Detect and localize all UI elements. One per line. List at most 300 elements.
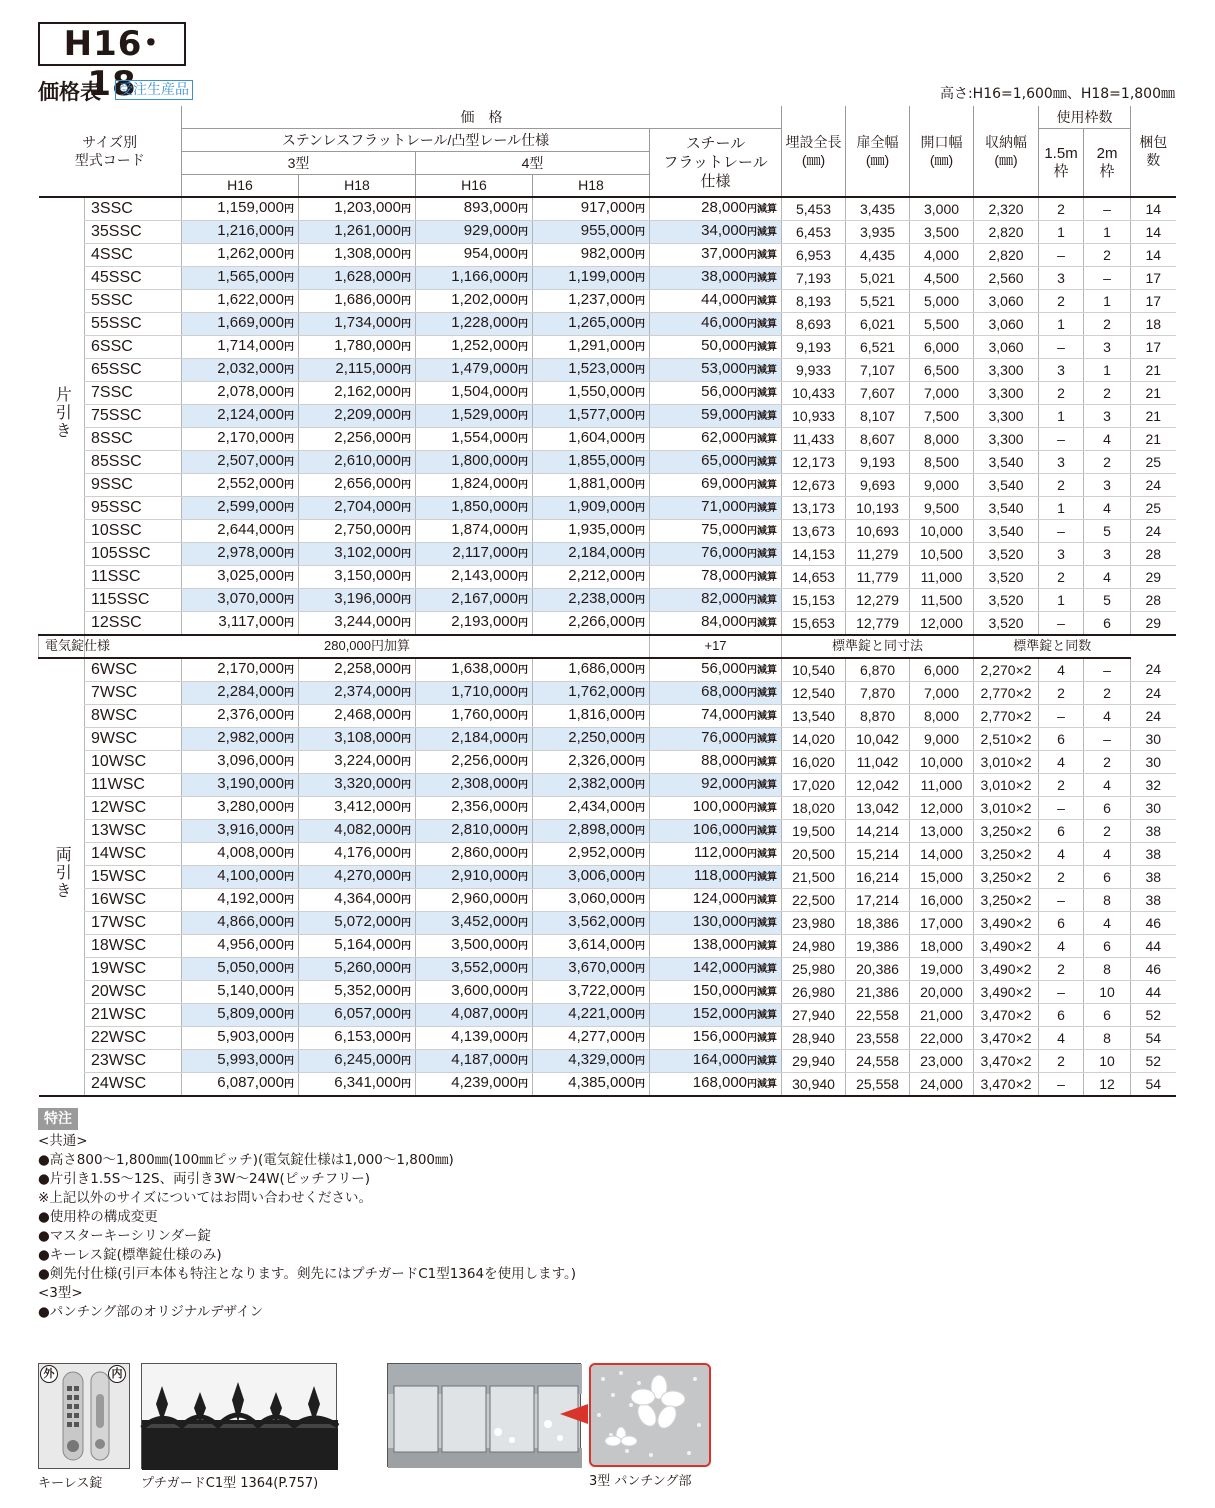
electric-lock-total: +17 bbox=[650, 635, 782, 658]
price-value: 76,000 bbox=[701, 728, 748, 746]
price-value: 2,898,000 bbox=[568, 820, 635, 838]
price-unit: 円減算 bbox=[747, 342, 778, 353]
price-value: 4,239,000 bbox=[451, 1073, 518, 1091]
steel-reduction bbox=[650, 842, 782, 865]
price-unit: 円減算 bbox=[747, 802, 778, 814]
total-length: 29,940 bbox=[782, 1049, 846, 1072]
total-length: 12,173 bbox=[782, 451, 846, 474]
price-unit: 円 bbox=[518, 1009, 528, 1021]
price-value: 38,000 bbox=[701, 268, 748, 285]
price-3-h18 bbox=[299, 842, 416, 865]
price-unit: 円減算 bbox=[747, 526, 778, 537]
price-value: 3,224,000 bbox=[334, 751, 401, 769]
door-width: 3,935 bbox=[846, 221, 910, 244]
price-unit: 円 bbox=[401, 204, 411, 215]
header-package-count: 梱包 数 bbox=[1131, 106, 1176, 197]
price-4-h18 bbox=[533, 1003, 650, 1026]
price-unit: 円 bbox=[518, 733, 528, 745]
price-unit: 円減算 bbox=[747, 1032, 778, 1044]
frames-2m: 8 bbox=[1084, 957, 1131, 980]
price-3-h18 bbox=[299, 704, 416, 727]
type-code: 10SSC bbox=[85, 520, 182, 543]
single-row bbox=[39, 497, 1176, 520]
opening-width: 4,500 bbox=[910, 267, 974, 290]
price-4-h16 bbox=[416, 359, 533, 382]
price-unit: 円 bbox=[518, 1078, 528, 1090]
package-count: 30 bbox=[1131, 796, 1176, 819]
price-unit: 円 bbox=[401, 273, 411, 284]
frames-2m: 6 bbox=[1084, 1003, 1131, 1026]
storage-width: 3,060 bbox=[974, 336, 1039, 359]
price-4-h16 bbox=[416, 704, 533, 727]
steel-reduction bbox=[650, 359, 782, 382]
price-value: 4,187,000 bbox=[451, 1050, 518, 1068]
header-stainless: ステンレスフラットレール/凸型レール仕様 bbox=[182, 129, 650, 152]
steel-reduction bbox=[650, 658, 782, 682]
type-code: 45SSC bbox=[85, 267, 182, 290]
price-unit: 円 bbox=[284, 503, 294, 514]
price-value: 1,166,000 bbox=[451, 268, 518, 285]
price-value: 2,599,000 bbox=[217, 498, 284, 515]
frames-2m: 1 bbox=[1084, 359, 1131, 382]
price-value: 75,000 bbox=[701, 521, 748, 538]
price-4-h18 bbox=[533, 336, 650, 359]
frames-2m: 4 bbox=[1084, 773, 1131, 796]
price-3-h16 bbox=[182, 589, 299, 612]
storage-width: 3,490×2 bbox=[974, 980, 1039, 1003]
price-value: 3,320,000 bbox=[334, 774, 401, 792]
price-value: 118,000 bbox=[693, 866, 748, 884]
frames-2m: 4 bbox=[1084, 842, 1131, 865]
type-code: 8WSC bbox=[85, 704, 182, 727]
double-row bbox=[39, 819, 1176, 842]
price-3-h16 bbox=[182, 1049, 299, 1072]
door-width: 11,279 bbox=[846, 543, 910, 566]
steel-reduction bbox=[650, 405, 782, 428]
storage-width: 2,820 bbox=[974, 244, 1039, 267]
price-value: 1,577,000 bbox=[568, 406, 635, 423]
price-unit: 円減算 bbox=[747, 710, 778, 722]
package-count: 32 bbox=[1131, 773, 1176, 796]
single-row bbox=[39, 244, 1176, 267]
price-3-h18 bbox=[299, 1026, 416, 1049]
price-4-h18 bbox=[533, 980, 650, 1003]
total-length: 11,433 bbox=[782, 428, 846, 451]
single-row bbox=[39, 543, 1176, 566]
total-length: 27,940 bbox=[782, 1003, 846, 1026]
price-unit: 円 bbox=[518, 296, 528, 307]
type-code: 19WSC bbox=[85, 957, 182, 980]
door-width: 6,521 bbox=[846, 336, 910, 359]
price-unit: 円 bbox=[401, 411, 411, 422]
price-value: 4,364,000 bbox=[334, 889, 401, 907]
price-4-h18 bbox=[533, 888, 650, 911]
total-length: 6,953 bbox=[782, 244, 846, 267]
price-unit: 円 bbox=[518, 250, 528, 261]
price-unit: 円 bbox=[284, 986, 294, 998]
price-3-h16 bbox=[182, 1003, 299, 1026]
price-value: 2,117,000 bbox=[452, 544, 518, 561]
price-unit: 円 bbox=[284, 250, 294, 261]
price-unit: 円 bbox=[284, 1009, 294, 1021]
price-4-h16 bbox=[416, 819, 533, 842]
steel-reduction bbox=[650, 980, 782, 1003]
steel-reduction bbox=[650, 497, 782, 520]
price-unit: 円減算 bbox=[747, 779, 778, 791]
price-3-h18 bbox=[299, 543, 416, 566]
price-3-h18 bbox=[299, 980, 416, 1003]
single-row bbox=[39, 197, 1176, 221]
price-3-h18 bbox=[299, 497, 416, 520]
price-unit: 円 bbox=[401, 526, 411, 537]
steel-reduction bbox=[650, 543, 782, 566]
price-3-h16 bbox=[182, 474, 299, 497]
steel-reduction bbox=[650, 313, 782, 336]
price-3-h18 bbox=[299, 405, 416, 428]
price-3-h16 bbox=[182, 520, 299, 543]
price-value: 3,562,000 bbox=[568, 912, 635, 930]
price-unit: 円 bbox=[518, 595, 528, 606]
price-value: 4,221,000 bbox=[568, 1004, 635, 1022]
header-h18: H18 bbox=[299, 174, 416, 197]
package-count: 18 bbox=[1131, 313, 1176, 336]
price-unit: 円 bbox=[284, 434, 294, 445]
header-type3: 3型 bbox=[182, 152, 416, 175]
steel-reduction bbox=[650, 290, 782, 313]
price-unit: 円 bbox=[635, 549, 645, 560]
header-opening-width: 開口幅 (㎜) bbox=[910, 106, 974, 197]
total-length: 10,933 bbox=[782, 405, 846, 428]
price-unit: 円 bbox=[284, 871, 294, 883]
frames-15m: 6 bbox=[1039, 819, 1084, 842]
price-value: 3,600,000 bbox=[451, 981, 518, 999]
price-value: 1,252,000 bbox=[451, 337, 518, 354]
price-4-h16 bbox=[416, 589, 533, 612]
price-value: 2,078,000 bbox=[217, 383, 284, 400]
type-code: 55SSC bbox=[85, 313, 182, 336]
total-length: 6,453 bbox=[782, 221, 846, 244]
price-value: 4,176,000 bbox=[334, 843, 401, 861]
price-value: 4,082,000 bbox=[334, 820, 401, 838]
opening-width: 5,500 bbox=[910, 313, 974, 336]
punching-gate-photo bbox=[387, 1363, 581, 1467]
price-3-h16 bbox=[182, 980, 299, 1003]
package-count: 52 bbox=[1131, 1049, 1176, 1072]
price-unit: 円 bbox=[635, 480, 645, 491]
frames-2m: – bbox=[1084, 727, 1131, 750]
package-count: 14 bbox=[1131, 197, 1176, 221]
price-3-h18 bbox=[299, 727, 416, 750]
price-unit: 円 bbox=[284, 411, 294, 422]
punching-caption: 3型 パンチング部 bbox=[589, 1474, 692, 1489]
storage-width: 2,560 bbox=[974, 267, 1039, 290]
frames-2m: 3 bbox=[1084, 543, 1131, 566]
price-3-h16 bbox=[182, 1026, 299, 1049]
total-length: 24,980 bbox=[782, 934, 846, 957]
price-4-h16 bbox=[416, 405, 533, 428]
price-3-h18 bbox=[299, 865, 416, 888]
price-value: 1,874,000 bbox=[451, 521, 518, 538]
price-4-h18 bbox=[533, 382, 650, 405]
price-unit: 円 bbox=[401, 687, 411, 699]
price-4-h16 bbox=[416, 1026, 533, 1049]
price-4-h16 bbox=[416, 612, 533, 636]
single-row bbox=[39, 428, 1176, 451]
price-value: 6,087,000 bbox=[217, 1073, 284, 1091]
price-3-h18 bbox=[299, 911, 416, 934]
price-value: 6,057,000 bbox=[334, 1004, 401, 1022]
door-width: 10,193 bbox=[846, 497, 910, 520]
package-count: 46 bbox=[1131, 911, 1176, 934]
opening-width: 19,000 bbox=[910, 957, 974, 980]
package-count: 28 bbox=[1131, 543, 1176, 566]
price-4-h18 bbox=[533, 658, 650, 682]
storage-width: 3,010×2 bbox=[974, 773, 1039, 796]
frames-15m: 2 bbox=[1039, 382, 1084, 405]
package-count: 21 bbox=[1131, 405, 1176, 428]
type-code: 85SSC bbox=[85, 451, 182, 474]
price-value: 929,000 bbox=[463, 222, 518, 239]
price-3-h16 bbox=[182, 221, 299, 244]
frames-15m: 4 bbox=[1039, 750, 1084, 773]
type-code: 13WSC bbox=[85, 819, 182, 842]
type-code: 115SSC bbox=[85, 589, 182, 612]
storage-width: 3,060 bbox=[974, 313, 1039, 336]
type-code: 4SSC bbox=[85, 244, 182, 267]
price-4-h18 bbox=[533, 1026, 650, 1049]
price-4-h18 bbox=[533, 704, 650, 727]
price-unit: 円減算 bbox=[747, 204, 778, 215]
opening-width: 12,000 bbox=[910, 612, 974, 636]
frames-15m: – bbox=[1039, 612, 1084, 636]
price-4-h16 bbox=[416, 1003, 533, 1026]
inside-label: 内 bbox=[108, 1365, 126, 1383]
price-3-h18 bbox=[299, 267, 416, 290]
price-3-h16 bbox=[182, 727, 299, 750]
price-unit: 円 bbox=[635, 319, 645, 330]
price-4-h18 bbox=[533, 934, 650, 957]
door-width: 8,870 bbox=[846, 704, 910, 727]
price-unit: 円 bbox=[635, 802, 645, 814]
steel-reduction bbox=[650, 888, 782, 911]
frames-15m: 4 bbox=[1039, 842, 1084, 865]
price-unit: 円 bbox=[401, 802, 411, 814]
frames-15m: 2 bbox=[1039, 681, 1084, 704]
price-3-h18 bbox=[299, 773, 416, 796]
price-value: 65,000 bbox=[701, 452, 748, 469]
total-length: 10,433 bbox=[782, 382, 846, 405]
price-3-h16 bbox=[182, 819, 299, 842]
price-unit: 円 bbox=[518, 503, 528, 514]
price-value: 1,622,000 bbox=[217, 291, 284, 308]
price-value: 71,000 bbox=[701, 498, 748, 515]
price-value: 1,604,000 bbox=[568, 429, 635, 446]
price-value: 100,000 bbox=[692, 797, 748, 815]
steel-reduction bbox=[650, 267, 782, 290]
price-4-h16 bbox=[416, 658, 533, 682]
frames-2m: 6 bbox=[1084, 612, 1131, 636]
frames-15m: 4 bbox=[1039, 658, 1084, 682]
price-value: 150,000 bbox=[692, 981, 748, 999]
total-length: 30,940 bbox=[782, 1072, 846, 1096]
price-value: 69,000 bbox=[701, 475, 748, 492]
double-group-label bbox=[39, 658, 85, 1096]
single-row bbox=[39, 359, 1176, 382]
steel-reduction bbox=[650, 796, 782, 819]
price-3-h18 bbox=[299, 566, 416, 589]
single-sliding-section bbox=[39, 197, 1176, 635]
opening-width: 21,000 bbox=[910, 1003, 974, 1026]
frames-15m: – bbox=[1039, 980, 1084, 1003]
price-unit: 円 bbox=[284, 1032, 294, 1044]
price-3-h18 bbox=[299, 658, 416, 682]
price-value: 84,000 bbox=[701, 613, 748, 630]
frames-15m: 6 bbox=[1039, 1003, 1084, 1026]
frames-15m: 2 bbox=[1039, 957, 1084, 980]
price-unit: 円 bbox=[518, 710, 528, 722]
frames-15m: – bbox=[1039, 428, 1084, 451]
price-value: 2,143,000 bbox=[451, 567, 518, 584]
price-unit: 円減算 bbox=[747, 411, 778, 422]
header-frame-2m: 2m 枠 bbox=[1084, 129, 1131, 197]
frames-2m: 2 bbox=[1084, 382, 1131, 405]
price-4-h16 bbox=[416, 497, 533, 520]
price-unit: 円 bbox=[635, 572, 645, 583]
price-value: 3,060,000 bbox=[568, 889, 635, 907]
opening-width: 20,000 bbox=[910, 980, 974, 1003]
steel-reduction bbox=[650, 566, 782, 589]
frames-15m: 2 bbox=[1039, 566, 1084, 589]
frames-2m: 4 bbox=[1084, 911, 1131, 934]
steel-reduction bbox=[650, 727, 782, 750]
price-value: 2,193,000 bbox=[451, 613, 518, 630]
price-value: 3,552,000 bbox=[451, 958, 518, 976]
door-width: 16,214 bbox=[846, 865, 910, 888]
price-4-h16 bbox=[416, 750, 533, 773]
type-code: 21WSC bbox=[85, 1003, 182, 1026]
zoom-arrow-icon bbox=[560, 1404, 588, 1424]
price-value: 3,722,000 bbox=[568, 981, 635, 999]
price-3-h16 bbox=[182, 934, 299, 957]
price-3-h16 bbox=[182, 313, 299, 336]
frames-2m: 5 bbox=[1084, 520, 1131, 543]
storage-width: 3,540 bbox=[974, 497, 1039, 520]
price-value: 1,529,000 bbox=[451, 406, 518, 423]
storage-width: 3,300 bbox=[974, 405, 1039, 428]
price-unit: 円 bbox=[284, 457, 294, 468]
price-value: 164,000 bbox=[692, 1050, 748, 1068]
package-count: 54 bbox=[1131, 1072, 1176, 1096]
price-3-h16 bbox=[182, 497, 299, 520]
single-row bbox=[39, 474, 1176, 497]
price-3-h16 bbox=[182, 267, 299, 290]
price-unit: 円 bbox=[284, 549, 294, 560]
price-unit: 円 bbox=[284, 480, 294, 491]
price-value: 2,212,000 bbox=[568, 567, 635, 584]
price-value: 76,000 bbox=[701, 544, 748, 561]
door-width: 10,693 bbox=[846, 520, 910, 543]
price-3-h18 bbox=[299, 290, 416, 313]
price-value: 68,000 bbox=[701, 682, 748, 700]
price-unit: 円 bbox=[284, 526, 294, 537]
price-unit: 円 bbox=[284, 710, 294, 722]
price-value: 1,686,000 bbox=[568, 659, 635, 677]
door-width: 12,279 bbox=[846, 589, 910, 612]
price-unit: 円 bbox=[518, 1055, 528, 1067]
double-row bbox=[39, 842, 1176, 865]
price-value: 2,610,000 bbox=[334, 452, 401, 469]
single-row bbox=[39, 382, 1176, 405]
type-code: 95SSC bbox=[85, 497, 182, 520]
door-width: 18,386 bbox=[846, 911, 910, 934]
double-row bbox=[39, 681, 1176, 704]
header-type4: 4型 bbox=[416, 152, 650, 175]
single-row bbox=[39, 566, 1176, 589]
price-value: 5,050,000 bbox=[217, 958, 284, 976]
price-value: 46,000 bbox=[701, 314, 748, 331]
door-width: 3,435 bbox=[846, 197, 910, 221]
price-value: 2,162,000 bbox=[334, 383, 401, 400]
total-length: 8,693 bbox=[782, 313, 846, 336]
steel-reduction bbox=[650, 911, 782, 934]
note-line: ●高さ800～1,800㎜(100㎜ピッチ)(電気錠仕様は1,000～1,800㎜) bbox=[38, 1152, 454, 1168]
note-line: ●使用枠の構成変更 bbox=[38, 1209, 158, 1225]
price-3-h16 bbox=[182, 773, 299, 796]
steel-reduction bbox=[650, 612, 782, 636]
package-count: 14 bbox=[1131, 221, 1176, 244]
price-value: 28,000 bbox=[701, 199, 748, 216]
price-value: 1,228,000 bbox=[451, 314, 518, 331]
door-width: 5,021 bbox=[846, 267, 910, 290]
opening-width: 13,000 bbox=[910, 819, 974, 842]
package-count: 24 bbox=[1131, 474, 1176, 497]
header-h16: H16 bbox=[182, 174, 299, 197]
price-value: 4,087,000 bbox=[451, 1004, 518, 1022]
price-unit: 円減算 bbox=[747, 664, 778, 676]
opening-width: 22,000 bbox=[910, 1026, 974, 1049]
price-unit: 円 bbox=[635, 227, 645, 238]
single-row bbox=[39, 451, 1176, 474]
opening-width: 11,500 bbox=[910, 589, 974, 612]
price-4-h18 bbox=[533, 681, 650, 704]
price-value: 1,479,000 bbox=[451, 360, 518, 377]
note-line: ●剣先付仕様(引戸本体も特注となります。剣先にはプチガードC1型1364を使用します。) bbox=[38, 1266, 577, 1282]
double-row bbox=[39, 1049, 1176, 1072]
price-value: 138,000 bbox=[692, 935, 748, 953]
price-3-h18 bbox=[299, 197, 416, 221]
price-unit: 円 bbox=[635, 733, 645, 745]
price-3-h16 bbox=[182, 566, 299, 589]
steel-reduction bbox=[650, 1026, 782, 1049]
price-4-h18 bbox=[533, 911, 650, 934]
price-value: 5,809,000 bbox=[217, 1004, 284, 1022]
price-unit: 円減算 bbox=[747, 1078, 778, 1090]
price-value: 5,072,000 bbox=[334, 912, 401, 930]
price-4-h16 bbox=[416, 957, 533, 980]
steel-reduction bbox=[650, 957, 782, 980]
price-4-h18 bbox=[533, 197, 650, 221]
price-4-h16 bbox=[416, 727, 533, 750]
price-unit: 円 bbox=[518, 756, 528, 768]
storage-width: 3,010×2 bbox=[974, 796, 1039, 819]
price-unit: 円 bbox=[518, 319, 528, 330]
door-width: 4,435 bbox=[846, 244, 910, 267]
storage-width: 3,250×2 bbox=[974, 888, 1039, 911]
storage-width: 3,540 bbox=[974, 451, 1039, 474]
double-row bbox=[39, 934, 1176, 957]
type-code: 12WSC bbox=[85, 796, 182, 819]
price-value: 2,552,000 bbox=[217, 475, 284, 492]
